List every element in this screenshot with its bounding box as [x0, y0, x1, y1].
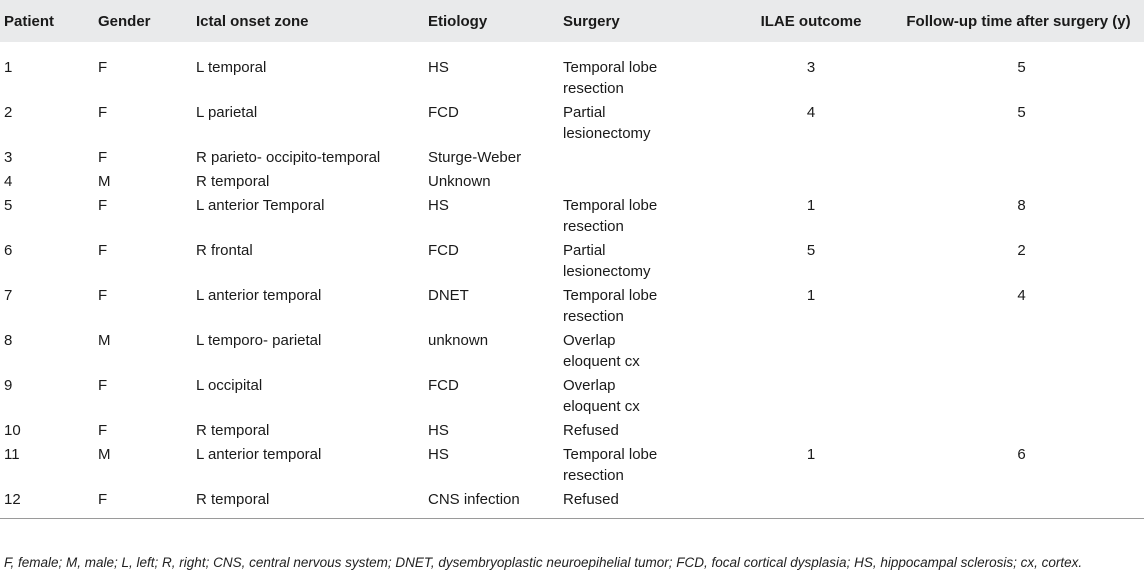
- cell-ilae-outcome: 5: [806, 242, 816, 259]
- cell-patient: 6: [4, 242, 13, 259]
- cell-gender: M: [98, 332, 111, 349]
- cell-follow-up-time: [899, 374, 1144, 419]
- cell-ictal-onset-zone: L anterior temporal: [196, 446, 322, 463]
- cell-patient: 4: [4, 173, 13, 190]
- cell-patient: 8: [4, 332, 13, 349]
- cell-gender: F: [98, 422, 108, 439]
- cell-ictal-onset-zone: L occipital: [196, 377, 263, 394]
- cell-ictal-onset-zone: L temporo- parietal: [196, 332, 322, 349]
- cell-follow-up-time: 8: [1017, 197, 1026, 214]
- cell-gender: M: [98, 446, 111, 463]
- cell-surgery: Overlap eloquent cx: [563, 332, 640, 370]
- cell-etiology: HS: [428, 446, 449, 463]
- cell-etiology: Sturge-Weber: [428, 149, 522, 166]
- cell-ictal-onset-zone: L anterior Temporal: [196, 197, 325, 214]
- cell-ictal-onset-zone: L temporal: [196, 59, 267, 76]
- cell-gender: F: [98, 377, 108, 394]
- table-row: [0, 146, 1144, 170]
- cell-ilae-outcome: [723, 488, 899, 519]
- cell-follow-up-time: [899, 170, 1144, 194]
- cell-ilae-outcome: [723, 374, 899, 419]
- cell-gender: F: [98, 242, 108, 259]
- header-patient: Patient: [4, 13, 55, 30]
- cell-etiology: HS: [428, 59, 449, 76]
- table-row: [0, 284, 1144, 329]
- cell-patient: 5: [4, 197, 13, 214]
- cell-ilae-outcome: 4: [806, 104, 816, 121]
- cell-follow-up-time: 4: [1017, 287, 1026, 304]
- cell-ictal-onset-zone: R frontal: [196, 242, 253, 259]
- cell-surgery: Temporal lobe resection: [563, 59, 658, 97]
- cell-patient: 7: [4, 287, 13, 304]
- cell-surgery: [563, 170, 723, 194]
- cell-follow-up-time: [899, 488, 1144, 519]
- table-row: [0, 419, 1144, 443]
- cell-follow-up-time: 5: [1017, 104, 1026, 121]
- cell-patient: 1: [4, 59, 13, 76]
- cell-ictal-onset-zone: R parieto- occipito-temporal: [196, 149, 381, 166]
- header-etiology: Etiology: [428, 13, 488, 30]
- cell-ilae-outcome: 3: [806, 59, 816, 76]
- cell-ilae-outcome: 1: [806, 287, 816, 304]
- cell-ictal-onset-zone: L anterior temporal: [196, 287, 322, 304]
- cell-surgery: Temporal lobe resection: [563, 287, 658, 325]
- cell-etiology: HS: [428, 422, 449, 439]
- table-header: [0, 0, 1144, 42]
- table-body: [0, 42, 1144, 519]
- cell-gender: F: [98, 149, 108, 166]
- cell-surgery: Refused: [563, 491, 619, 508]
- cell-surgery: Temporal lobe resection: [563, 197, 658, 235]
- cell-gender: F: [98, 104, 108, 121]
- cell-ilae-outcome: [723, 419, 899, 443]
- cell-patient: 3: [4, 149, 13, 166]
- header-ilae-outcome: ILAE outcome: [760, 13, 862, 30]
- cell-etiology: unknown: [428, 332, 489, 349]
- cell-ictal-onset-zone: R temporal: [196, 173, 270, 190]
- cell-gender: F: [98, 197, 108, 214]
- table-row: [0, 170, 1144, 194]
- cell-etiology: FCD: [428, 104, 459, 121]
- cell-surgery: Overlap eloquent cx: [563, 377, 640, 415]
- cell-follow-up-time: [899, 419, 1144, 443]
- cell-etiology: FCD: [428, 242, 459, 259]
- cell-gender: F: [98, 287, 108, 304]
- cell-gender: F: [98, 491, 108, 508]
- cell-patient: 2: [4, 104, 13, 121]
- cell-patient: 9: [4, 377, 13, 394]
- header-follow-up-time: Follow-up time after surgery (y): [906, 13, 1131, 30]
- cell-etiology: DNET: [428, 287, 469, 304]
- cell-ilae-outcome: [723, 146, 899, 170]
- cell-follow-up-time: 5: [1017, 59, 1026, 76]
- header-row: [0, 0, 1144, 42]
- cell-ictal-onset-zone: R temporal: [196, 422, 270, 439]
- cell-surgery: Partial lesionectomy: [563, 242, 651, 280]
- cell-follow-up-time: 2: [1017, 242, 1026, 259]
- table-row: [0, 329, 1144, 374]
- cell-surgery: Refused: [563, 422, 619, 439]
- cell-surgery: Partial lesionectomy: [563, 104, 651, 142]
- cell-surgery: [563, 146, 723, 170]
- cell-gender: F: [98, 59, 108, 76]
- cell-etiology: FCD: [428, 377, 459, 394]
- cell-ilae-outcome: [723, 329, 899, 374]
- cell-etiology: HS: [428, 197, 449, 214]
- cell-etiology: CNS infection: [428, 491, 520, 508]
- cell-follow-up-time: 6: [1017, 446, 1026, 463]
- cell-ictal-onset-zone: R temporal: [196, 491, 270, 508]
- table-row: [0, 443, 1144, 488]
- header-surgery: Surgery: [563, 13, 620, 30]
- cell-ilae-outcome: 1: [806, 446, 816, 463]
- cell-ictal-onset-zone: L parietal: [196, 104, 258, 121]
- cell-follow-up-time: [899, 146, 1144, 170]
- table-row: [0, 239, 1144, 284]
- cell-ilae-outcome: 1: [806, 197, 816, 214]
- cell-gender: M: [98, 173, 111, 190]
- cell-ilae-outcome: [723, 170, 899, 194]
- table-row: [0, 42, 1144, 101]
- table-footnote: F, female; M, male; L, left; R, right; CNS, central nervous system; DNET, dysembryoplastic neuroepihelial tumor; FCD, focal cortical dysplasia; HS, hippocampal sclerosis; cx, cortex.: [4, 555, 1083, 570]
- cell-surgery: Temporal lobe resection: [563, 446, 658, 484]
- cell-follow-up-time: [899, 329, 1144, 374]
- table-row: [0, 194, 1144, 239]
- cell-patient: 10: [4, 422, 21, 439]
- table-row: [0, 101, 1144, 146]
- header-gender: Gender: [98, 13, 151, 30]
- header-ictal-onset-zone: Ictal onset zone: [196, 13, 309, 30]
- cell-patient: 11: [4, 446, 20, 463]
- cell-patient: 12: [4, 491, 21, 508]
- table-row: [0, 488, 1144, 519]
- cell-etiology: Unknown: [428, 173, 491, 190]
- table-row: [0, 374, 1144, 419]
